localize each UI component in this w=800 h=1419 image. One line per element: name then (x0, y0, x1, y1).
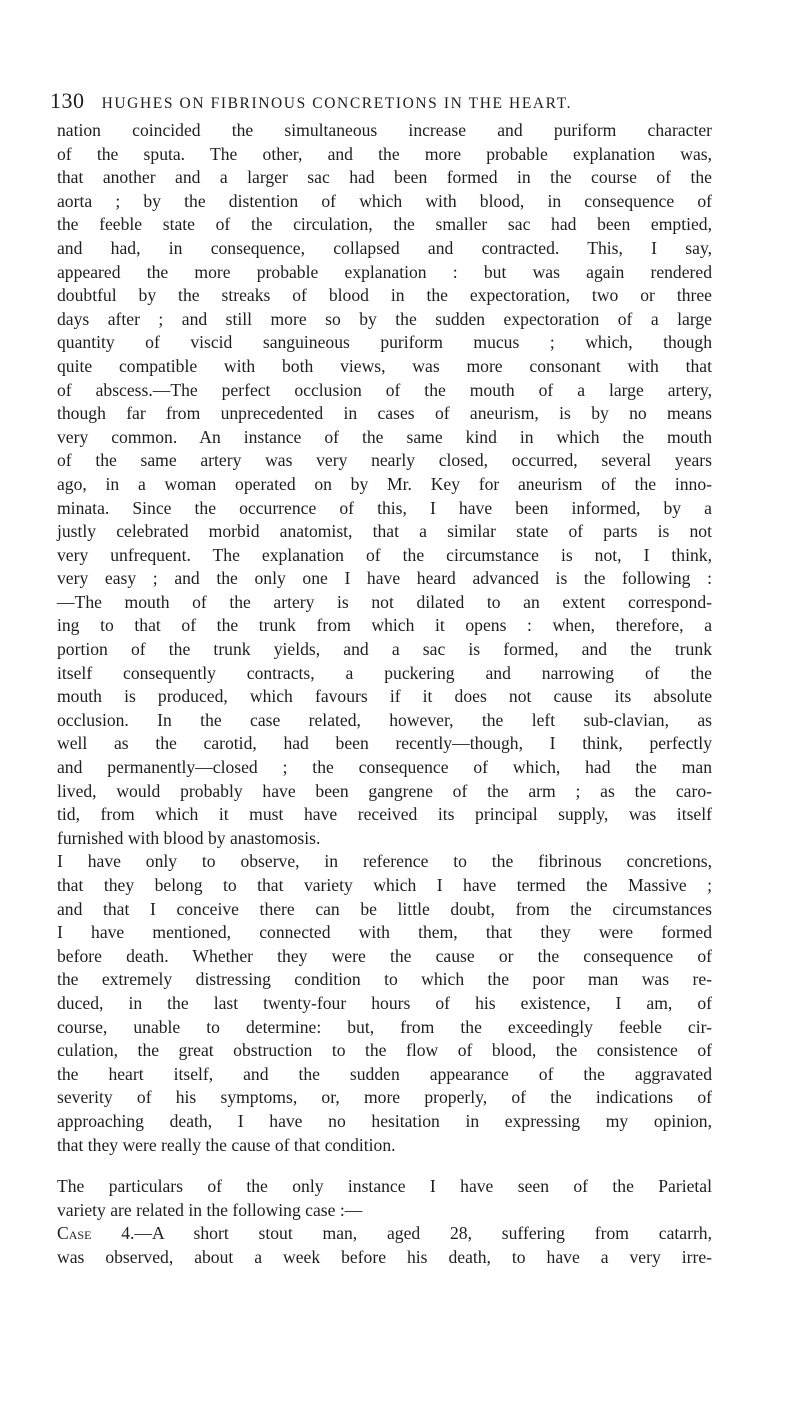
text-line: and that I conceive there can be little doubt, from the circumstances (57, 898, 712, 919)
text-line: nation coincided the simultaneous increase and puriform character (57, 120, 712, 140)
case-label: Case (57, 1223, 92, 1244)
text-line: the extremely distressing condition to which the poor man was re- (57, 969, 712, 990)
text-line: itself consequently contracts, a puckering and narrowing of the (57, 662, 712, 683)
text-line: was observed, about a week before his death, to have a very irre- (57, 1246, 712, 1267)
text-line: ing to that of the trunk from which it opens : when, therefore, a (57, 615, 712, 636)
text-line: justly celebrated morbid anatomist, that a similar state of parts is not (57, 521, 712, 542)
text-line: of the same artery was very nearly closed, occurred, several years (57, 450, 712, 471)
text-line: tid, from which it must have received its principal supply, was itself (57, 804, 712, 825)
body-text (57, 119, 712, 1270)
text-line: approaching death, I have no hesitation in expressing my opinion, (57, 1110, 712, 1131)
text-line: days after ; and still more so by the sudden expectoration of a large (57, 308, 712, 329)
case-line-text: 4.—A short stout man, aged 28, suffering from catarrh, (91, 1223, 712, 1244)
text-line: quantity of viscid sanguineous puriform mucus ; which, though (57, 332, 712, 353)
text-line: before death. Whether they were the cause or the consequence of (57, 945, 712, 966)
running-head (50, 88, 700, 112)
text-line: that another and a larger sac had been formed in the course of the (57, 167, 712, 188)
text-line: the heart itself, and the sudden appearance of the aggravated (57, 1063, 712, 1084)
text-line: mouth is produced, which favours if it does not cause its absolute (57, 686, 712, 707)
text-line: The particulars of the only instance I have seen of the Parietal (57, 1176, 712, 1197)
text-line: and permanently—closed ; the consequence of which, had the man (57, 757, 712, 778)
text-line: course, unable to determine: but, from the exceedingly feeble cir- (57, 1016, 712, 1037)
text-line: I have mentioned, connected with them, that they were formed (57, 922, 712, 943)
text-line: of abscess.—The perfect occlusion of the mouth of a large artery, (57, 379, 712, 400)
text-line: I have only to observe, in reference to the fibrinous concretions, (57, 851, 712, 872)
text-line: of the sputa. The other, and the more probable explanation was, (57, 143, 712, 164)
text-line: appeared the more probable explanation : but was again rendered (57, 261, 712, 282)
text-line: and had, in consequence, collapsed and contracted. This, I say, (57, 237, 712, 258)
text-line: culation, the great obstruction to the flow of blood, the consistence of (57, 1040, 712, 1061)
text-line: very easy ; and the only one I have heard advanced is the following : (57, 568, 712, 589)
text-line: furnished with blood by anastomosis. (57, 827, 321, 848)
text-line: doubtful by the streaks of blood in the expectoration, two or three (57, 285, 712, 306)
page-number: 130 (50, 88, 85, 113)
text-line: —The mouth of the artery is not dilated to an extent correspond- (57, 591, 712, 612)
text-line: severity of his symptoms, or, more properly, of the indications of (57, 1087, 712, 1108)
text-line: quite compatible with both views, was more consonant with that (57, 355, 712, 376)
text-line: aorta ; by the distention of which with blood, in consequence of (57, 190, 712, 211)
text-line: that they belong to that variety which I have termed the Massive ; (57, 875, 712, 895)
text-line: duced, in the last twenty-four hours of his existence, I am, of (57, 992, 712, 1013)
text-line: though far from unprecedented in cases of aneurism, is by no means (57, 403, 712, 424)
text-line: ago, in a woman operated on by Mr. Key for aneurism of the inno- (57, 473, 712, 494)
text-line: occlusion. In the case related, however, the left sub-clavian, as (57, 709, 712, 730)
text-line: very unfrequent. The explanation of the circumstance is not, I think, (57, 544, 712, 565)
text-line: portion of the trunk yields, and a sac is formed, and the trunk (57, 639, 712, 660)
text-line: the feeble state of the circulation, the smaller sac had been emptied, (57, 214, 712, 235)
paragraph-gap (57, 1157, 712, 1175)
running-title: HUGHES ON FIBRINOUS CONCRETIONS IN THE HEART. (101, 95, 573, 112)
text-line: lived, would probably have been gangrene of the arm ; as the caro- (57, 780, 712, 801)
text-line: variety are related in the following case :— (57, 1199, 363, 1220)
text-line: minata. Since the occurrence of this, I have been informed, by a (57, 497, 712, 518)
text-line: that they were really the cause of that condition. (57, 1134, 396, 1155)
text-line: very common. An instance of the same kind in which the mouth (57, 426, 712, 447)
text-line: well as the carotid, had been recently—though, I think, perfectly (57, 733, 712, 754)
case-line (57, 1222, 712, 1246)
